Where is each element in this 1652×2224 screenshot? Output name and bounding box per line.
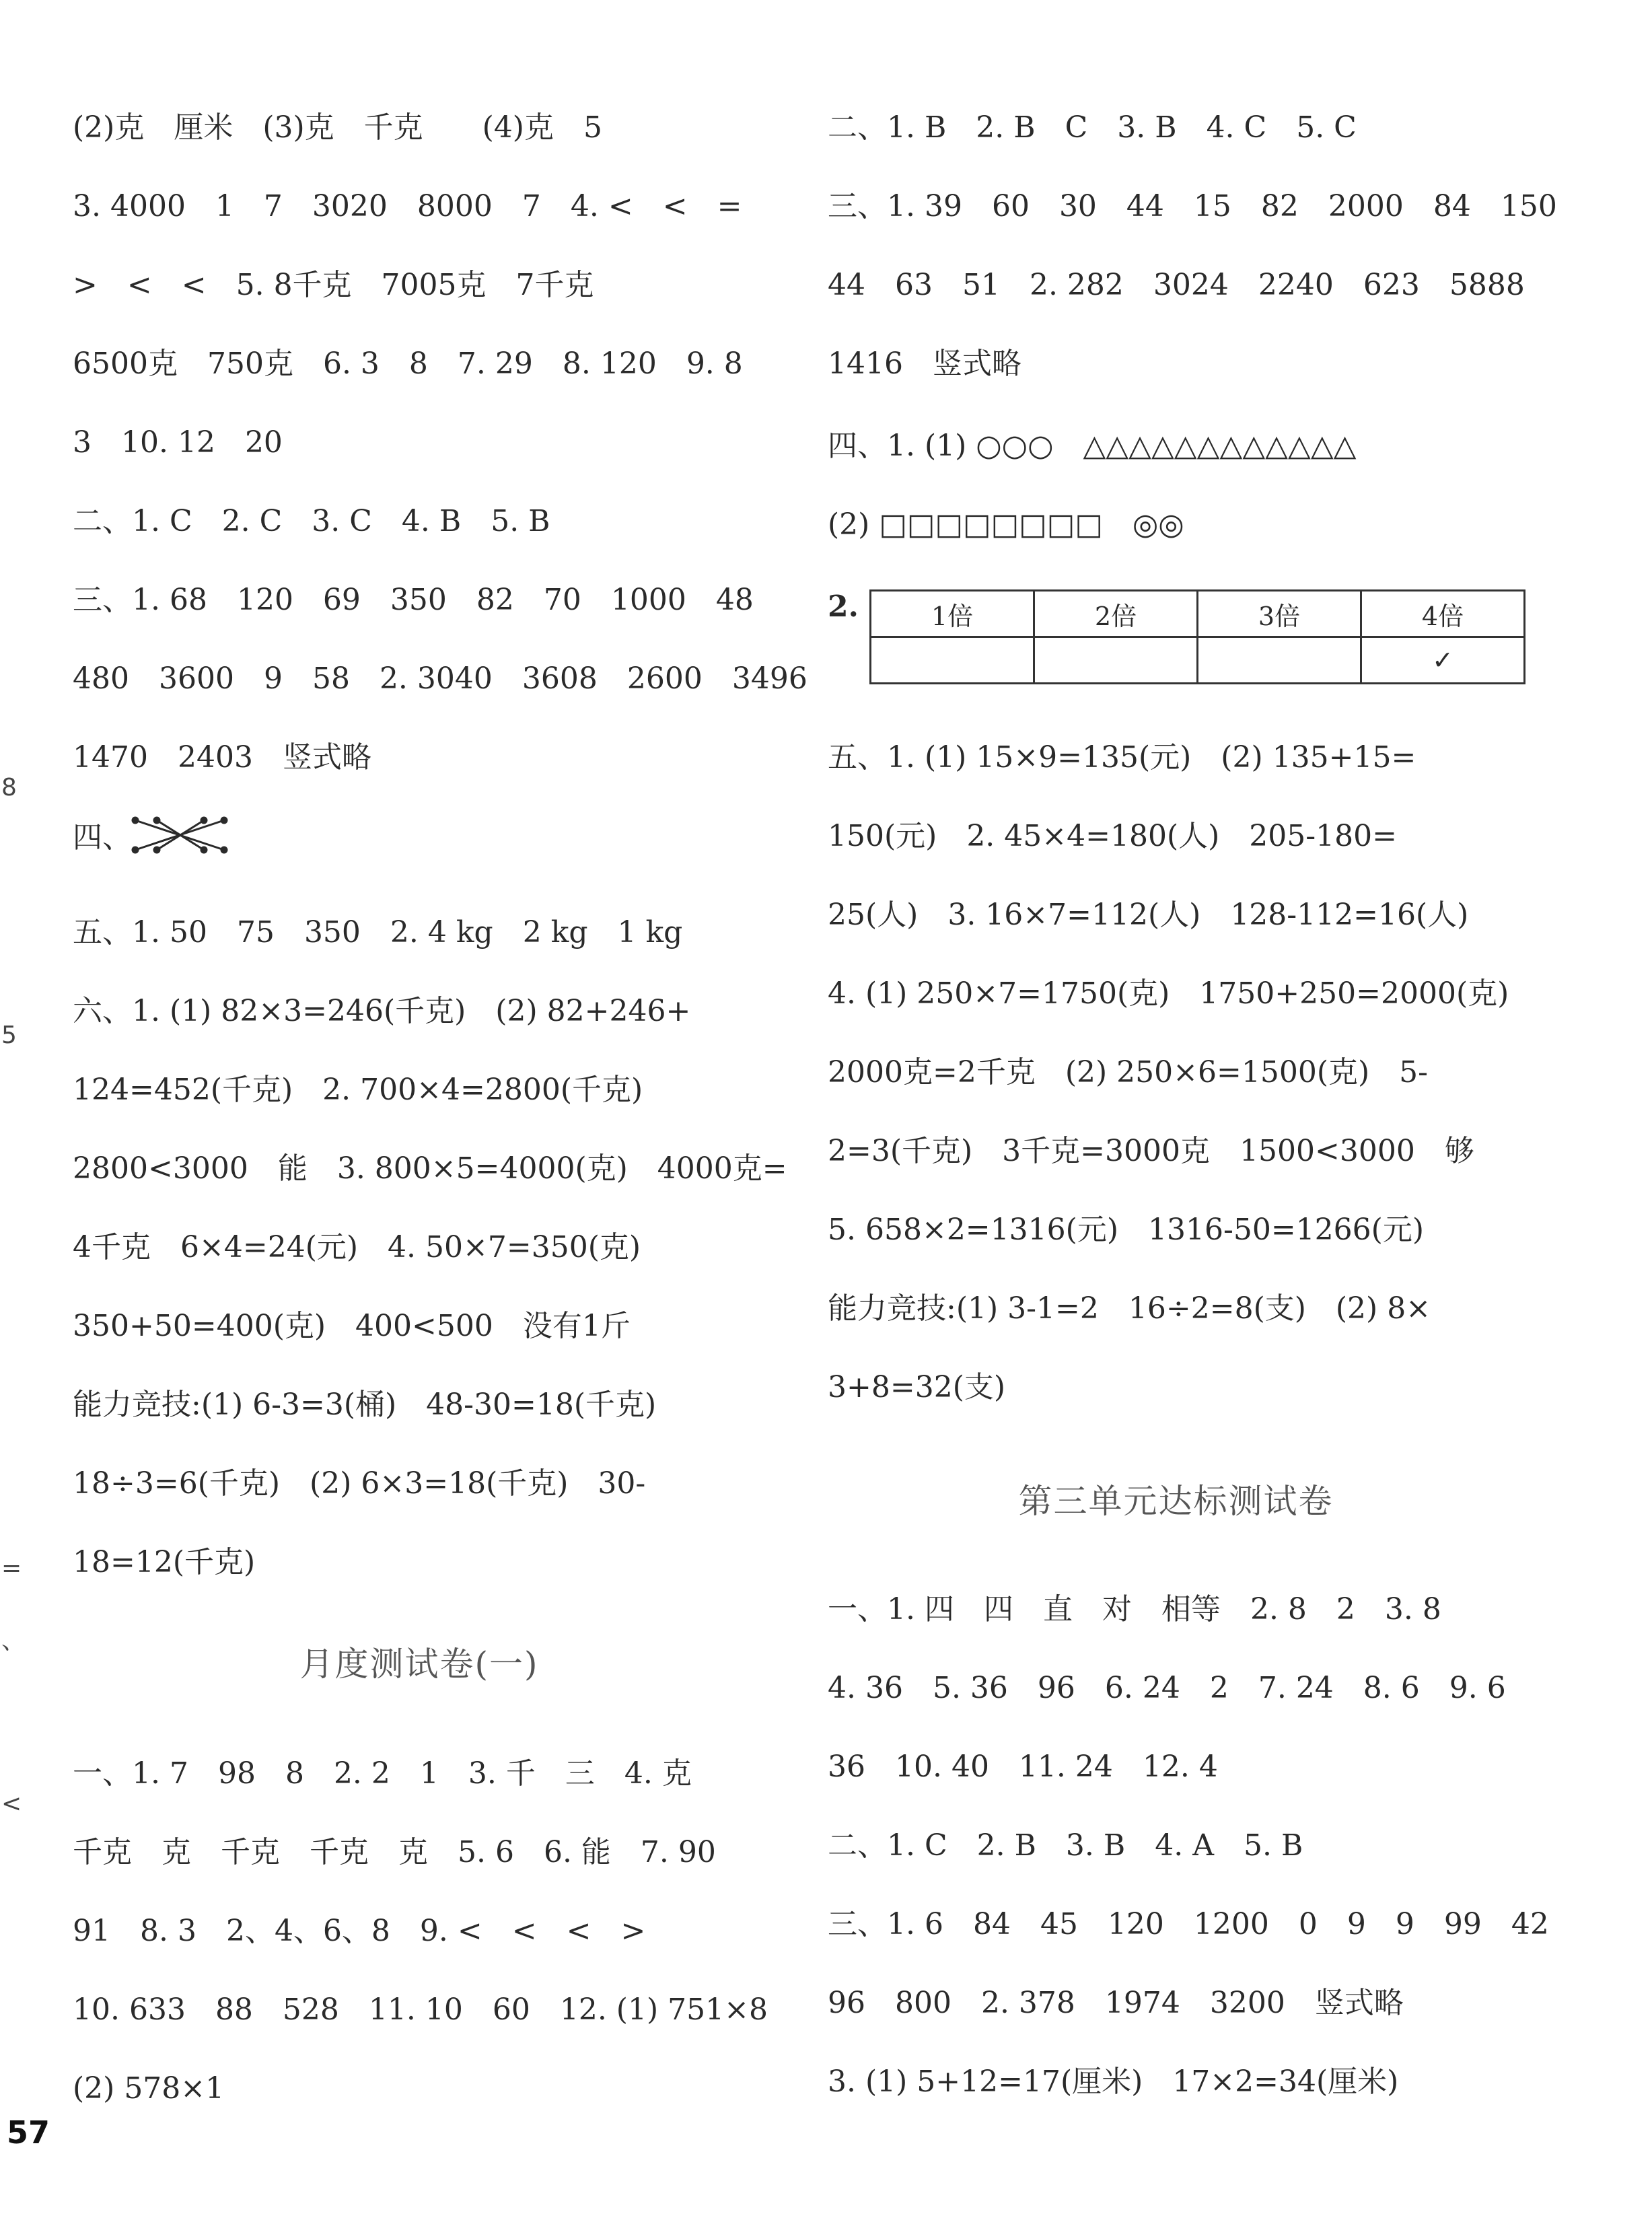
edge-mark: 8 [1,774,17,801]
answer-line: 六、1. (1) 82×3=246(千克) (2) 82+246+ [73,994,691,1028]
answer-line: 能力竞技:(1) 3-1=2 16÷2=8(支) (2) 8× [828,1291,1431,1326]
answer-line: 96 800 2. 378 1974 3200 竖式略 [828,1986,1404,2020]
answer-line: 四、1. (1) ○○○ △△△△△△△△△△△△ [828,429,1357,463]
answer-line: 10. 633 88 528 11. 10 60 12. (1) 751×8 [73,1993,768,2027]
answer-line: 能力竞技:(1) 6-3=3(桶) 48-30=18(千克) [73,1388,657,1422]
answer-line: 1470 2403 竖式略 [73,740,371,775]
table-cell [1034,637,1198,684]
multiples-table [869,589,1525,684]
table-label: 2. [828,589,859,624]
answer-line: 4. 36 5. 36 96 6. 24 2 7. 24 8. 6 9. 6 [828,1671,1506,1705]
table-header: 3倍 [1198,591,1361,637]
answer-line: 4. (1) 250×7=1750(克) 1750+250=2000(克) [828,976,1509,1011]
answer-line: 18÷3=6(千克) (2) 6×3=18(千克) 30- [73,1466,646,1501]
answer-line: 91 8. 3 2、4、6、8 9. < < < > [73,1914,646,1948]
section-four-label: 四、 [73,820,132,855]
answer-line: 二、1. C 2. B 3. B 4. A 5. B [828,1828,1303,1863]
matching-lines-figure [130,815,231,855]
answer-line: 三、1. 68 120 69 350 82 70 1000 48 [73,583,754,617]
unit-test-title: 第三单元达标测试卷 [1018,1482,1334,1521]
answer-line: 二、1. B 2. B C 3. B 4. C 5. C [828,110,1357,145]
answer-line: 千克 克 千克 千克 克 5. 6 6. 能 7. 90 [73,1835,716,1869]
answer-line: 2=3(千克) 3千克=3000克 1500<3000 够 [828,1134,1474,1168]
answer-line: 36 10. 40 11. 24 12. 4 [828,1750,1218,1784]
answer-line: 44 63 51 2. 282 3024 2240 623 5888 [828,268,1525,302]
answer-line: 2800<3000 能 3. 800×5=4000(克) 4000克= [73,1151,787,1186]
answer-line: 1416 竖式略 [828,347,1021,381]
answer-line: 三、1. 39 60 30 44 15 82 2000 84 150 [828,189,1557,223]
answer-line: 一、1. 四 四 直 对 相等 2. 8 2 3. 8 [828,1592,1441,1626]
table-header: 4倍 [1361,591,1525,637]
edge-mark: < [1,1790,22,1818]
answer-line: 3. (1) 5+12=17(厘米) 17×2=34(厘米) [828,2065,1399,2099]
checkmark-cell: ✓ [1361,637,1525,684]
answer-line: 2000克=2千克 (2) 250×6=1500(克) 5- [828,1055,1429,1089]
table-header: 2倍 [1034,591,1198,637]
table-cell [871,637,1034,684]
answer-line: 4千克 6×4=24(元) 4. 50×7=350(克) [73,1230,641,1264]
answer-line: 五、1. (1) 15×9=135(元) (2) 135+15= [828,740,1416,775]
answer-line: 350+50=400(克) 400<500 没有1斤 [73,1309,631,1343]
edge-mark: 、 [1,1627,26,1655]
answer-line: 3 10. 12 20 [73,425,283,460]
edge-mark: = [1,1554,22,1582]
answer-line: 三、1. 6 84 45 120 1200 0 9 9 99 42 [828,1907,1549,1941]
answer-line: 150(元) 2. 45×4=180(人) 205-180= [828,819,1398,853]
answer-line: 一、1. 7 98 8 2. 2 1 3. 千 三 4. 克 [73,1756,692,1791]
answer-line: 二、1. C 2. C 3. C 4. B 5. B [73,504,550,538]
answer-line: 480 3600 9 58 2. 3040 3608 2600 3496 [73,661,807,696]
answer-line: 6500克 750克 6. 3 8 7. 29 8. 120 9. 8 [73,347,743,381]
answer-line: 5. 658×2=1316(元) 1316-50=1266(元) [828,1213,1424,1247]
answer-line: (2)克 厘米 (3)克 千克 (4)克 5 [73,110,602,145]
answer-line: 3+8=32(支) [828,1370,1006,1404]
answer-line: 124=452(千克) 2. 700×4=2800(千克) [73,1073,643,1107]
edge-mark: 5 [1,1021,17,1049]
answer-line: 25(人) 3. 16×7=112(人) 128-112=16(人) [828,898,1469,932]
table-cell [1198,637,1361,684]
table-header: 1倍 [871,591,1034,637]
answer-line: (2) □□□□□□□□ ◎◎ [828,507,1184,542]
answer-line: > < < 5. 8千克 7005克 7千克 [73,268,594,302]
answer-line: 五、1. 50 75 350 2. 4 kg 2 kg 1 kg [73,915,683,949]
answer-line: (2) 578×1 [73,2071,225,2106]
answer-line: 18=12(千克) [73,1545,256,1579]
page-number: 57 [7,2114,50,2151]
monthly-test-title: 月度测试卷(一) [299,1645,539,1684]
answer-line: 3. 4000 1 7 3020 8000 7 4. < < = [73,189,742,223]
